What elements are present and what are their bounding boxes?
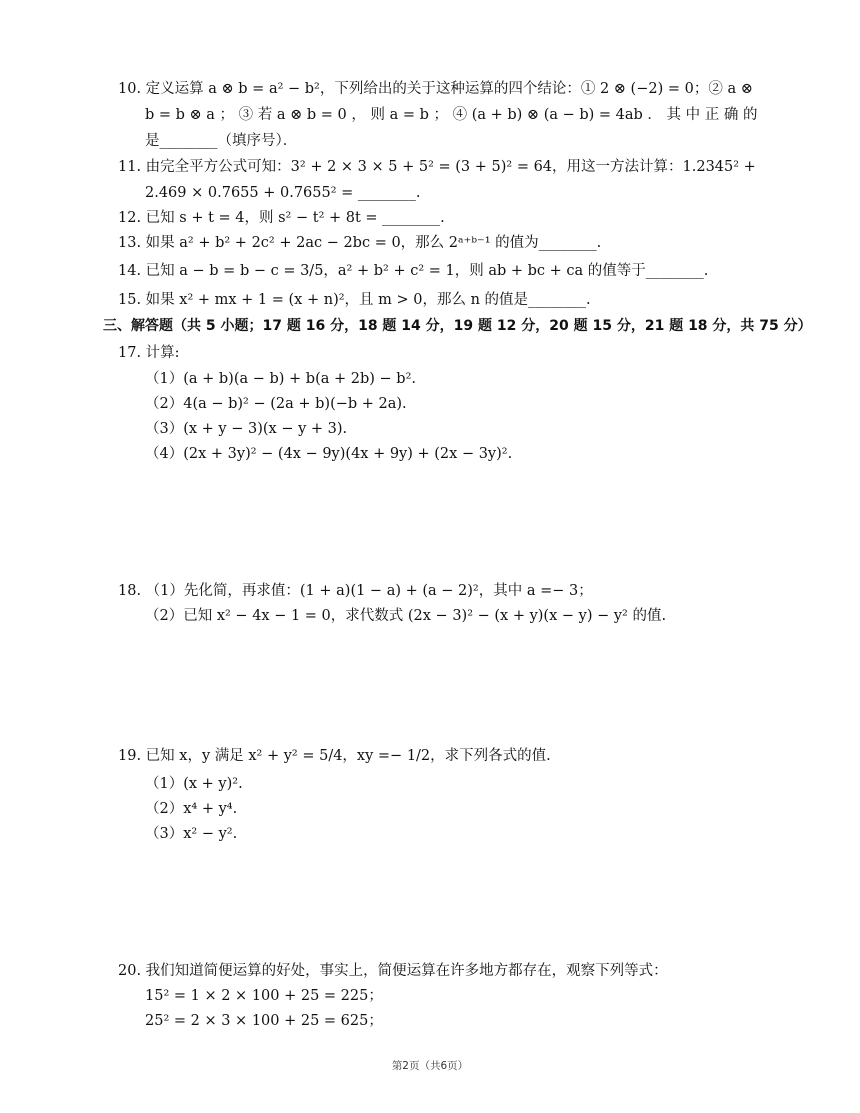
q11-line2: 2.469 × 0.7655 + 0.7655² = ________. (145, 185, 421, 201)
section-heading: 三、解答题（共 5 小题；17 题 16 分，18 题 14 分，19 题 12 分，20 题 15 分，21 题 18 分，共 75 分） (103, 318, 812, 334)
q17-title: 17. 计算: (118, 345, 180, 361)
q20-line-1: 15² = 1 × 2 × 100 + 25 = 225； (145, 988, 383, 1004)
page-footer: 第2页（共6页） (391, 1060, 469, 1072)
q13: 13. 如果 a² + b² + 2c² + 2ac − 2bc = 0，那么 2ᵃ⁺ᵇ⁻¹ 的值为________. (118, 235, 602, 251)
q14: 14. 已知 a − b = b − c = 3/5，a² + b² + c² = 1，则 ab + bc + ca 的值等于________. (118, 263, 709, 279)
q11-line1: 11. 由完全平方公式可知：3² + 2 × 3 × 5 + 5² = (3 + 5)² = 64，用这一方法计算：1.2345² + (118, 159, 756, 175)
q10-line2: b = b ⊗ a ； ③ 若 a ⊗ b = 0 ， 则 a = b ； ④ (a + b) ⊗ (a − b) = 4ab ． 其 中 正 确 的 (145, 107, 758, 123)
q12: 12. 已知 s + t = 4，则 s² − t² + 8t = ________. (118, 210, 445, 226)
q19-item-1: （1）(x + y)². (145, 776, 243, 792)
q17-item-1: （1）(a + b)(a − b) + b(a + 2b) − b². (145, 371, 416, 387)
q18-line2: （2）已知 x² − 4x − 1 = 0，求代数式 (2x − 3)² − (x + y)(x − y) − y² 的值. (145, 608, 667, 624)
q19-title: 19. 已知 x，y 满足 x² + y² = 5/4，xy =− 1/2，求下列各式的值. (118, 748, 551, 764)
q20-line-2: 25² = 2 × 3 × 100 + 25 = 625； (145, 1013, 383, 1029)
q20-title: 20. 我们知道简便运算的好处，事实上，简便运算在许多地方都存在，观察下列等式： (118, 963, 668, 979)
q15: 15. 如果 x² + mx + 1 = (x + n)²，且 m > 0，那么 n 的值是________. (118, 292, 591, 308)
q17-item-2: （2）4(a − b)² − (2a + b)(−b + 2a). (145, 396, 407, 412)
q17-item-4: （4）(2x + 3y)² − (4x − 9y)(4x + 9y) + (2x − 3y)². (145, 446, 513, 462)
q10-line3: 是________（填序号）． (145, 133, 298, 149)
q18-line1: 18. （1）先化简，再求值：(1 + a)(1 − a) + (a − 2)²，其中 a =− 3； (118, 583, 593, 599)
q17-item-3: （3）(x + y − 3)(x − y + 3). (145, 421, 348, 437)
q19-item-3: （3）x² − y². (145, 826, 238, 842)
q10-line1: 10. 定义运算 a ⊗ b = a² − b²，下列给出的关于这种运算的四个结论：① 2 ⊗ (−2) = 0；② a ⊗ (118, 81, 753, 97)
q19-item-2: （2）x⁴ + y⁴. (145, 801, 238, 817)
